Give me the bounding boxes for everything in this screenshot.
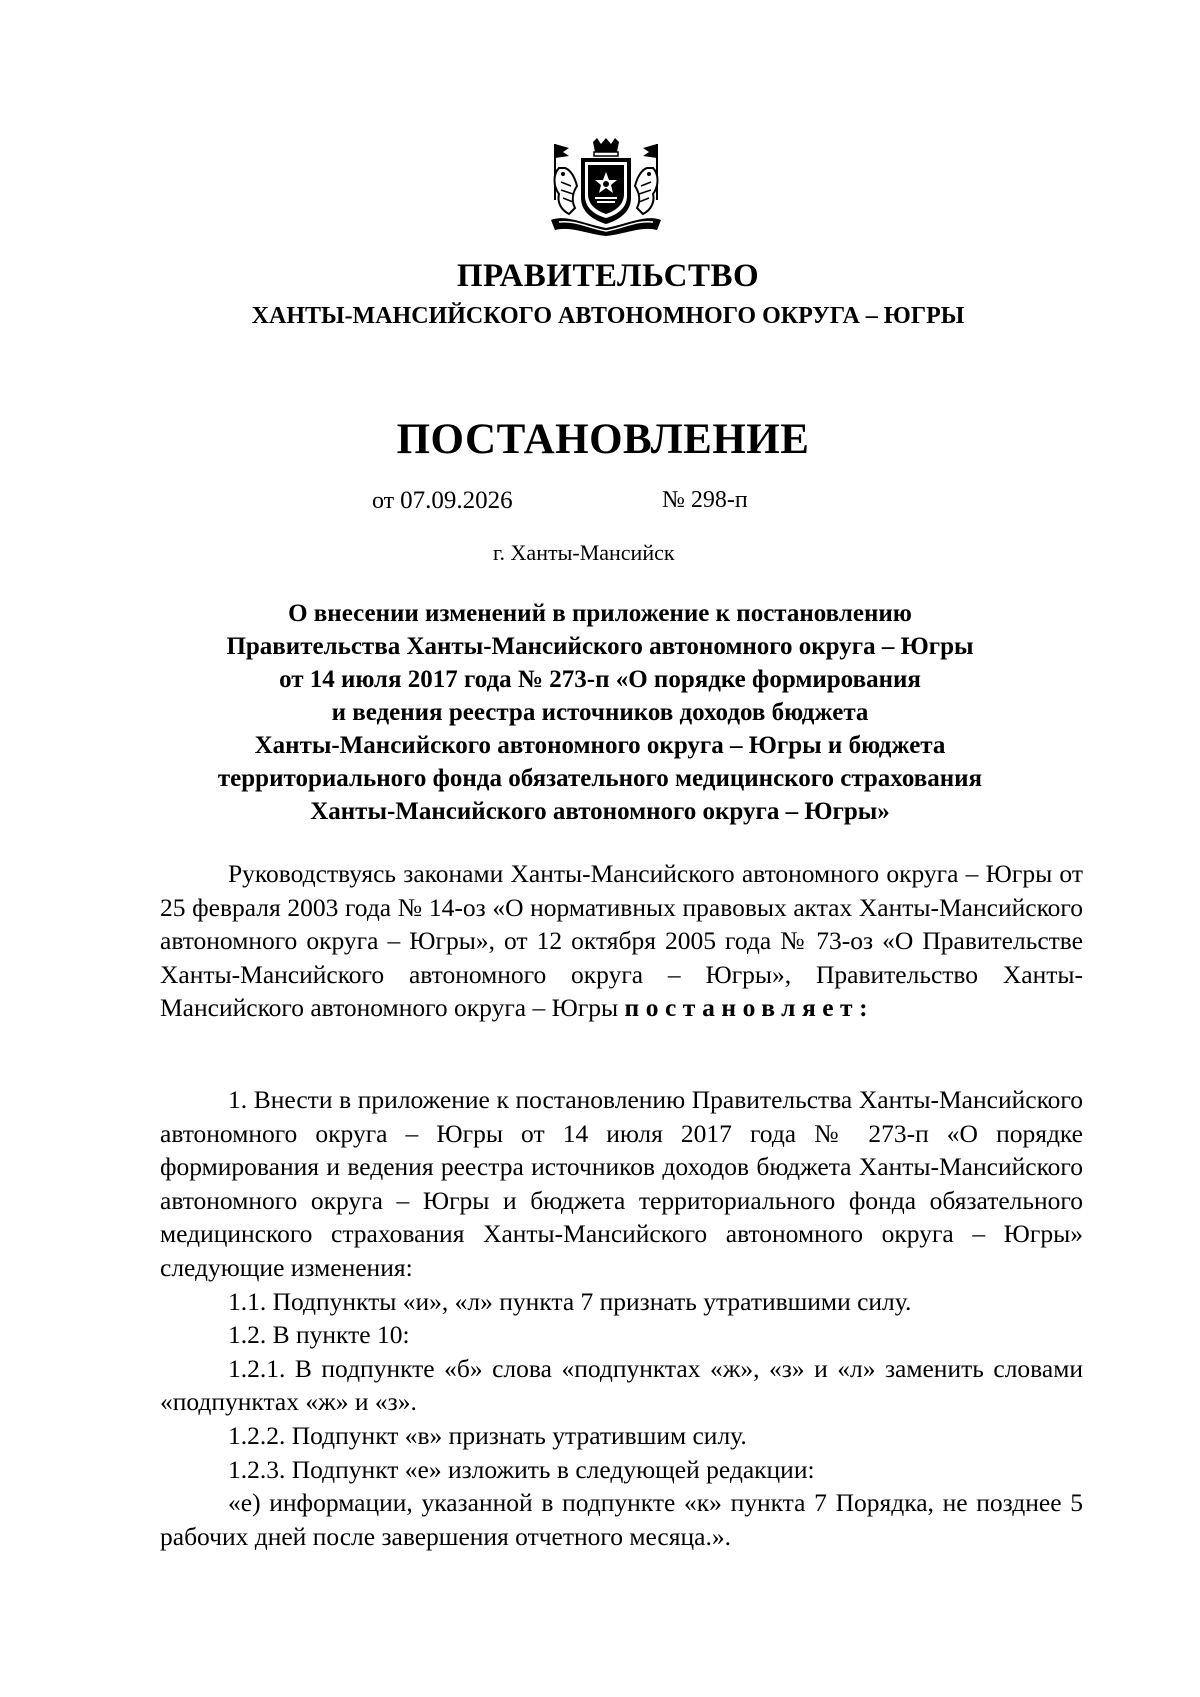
title-line: Ханты-Мансийского автономного округа – Югры и бюджета <box>254 732 946 759</box>
org-subtitle: ХАНТЫ-МАНСИЙСКОГО АВТОНОМНОГО ОКРУГА – ЮГРЫ <box>251 303 965 329</box>
document-date <box>372 487 513 515</box>
item-1-2: 1.2. В пункте 10: <box>228 1320 410 1350</box>
item-1-2-1: 1.2.1. В подпункте «б» слова «подпунктах «ж», «з» и «л» заменить словами «подпунктах «ж» и «з». <box>160 1353 1083 1417</box>
item-1-2-2: 1.2.2. Подпункт «в» признать утратившим силу. <box>228 1420 747 1450</box>
document-number: № 298-п <box>662 487 748 513</box>
document-city: г. Ханты-Мансийск <box>493 540 675 565</box>
title-line: О внесении изменений в приложение к постановлению <box>288 600 912 627</box>
preamble-text: Руководствуясь законами Ханты-Мансийского автономного округа – Югры от 25 февраля 2003 года № 14-оз «О нормативных правовых актах Ханты-Мансийского автономного округа – Югры», от 12 октября 2005 года № 73-оз «О Правительстве Ханты-Мансийского автономного округа – Югры», Правительство Ханты-Мансийского автономного округа – Югры <box>160 859 1083 1023</box>
document-title <box>160 597 1040 828</box>
title-line: от 14 июля 2017 года № 273-п «О порядке формирования <box>279 666 921 693</box>
title-line: Правительства Ханты-Мансийского автономного округа – Югры <box>226 633 974 660</box>
amendment-items <box>160 1083 1083 1553</box>
item-new-wording: «е) информации, указанной в подпункте «к» пункта 7 Порядка, не позднее 5 рабочих дней после завершения отчетного месяца.». <box>160 1488 1083 1551</box>
preamble-paragraph <box>160 857 1083 1025</box>
date-prefix: от <box>372 488 395 514</box>
org-title: ПРАВИТЕЛЬСТВО <box>456 258 760 294</box>
item-1-2-3: 1.2.3. Подпункт «е» изложить в следующей редакции: <box>228 1454 815 1484</box>
title-line: Ханты-Мансийского автономного округа – Югры» <box>310 798 890 825</box>
document-type: ПОСТАНОВЛЕНИЕ <box>396 416 810 463</box>
title-line: территориального фонда обязательного медицинского страхования <box>217 765 983 792</box>
date-value: 07.09.2026 <box>400 487 513 514</box>
khmao-coat-of-arms-icon <box>545 138 667 238</box>
item-1-1: 1.1. Подпункты «и», «л» пункта 7 признать утратившими силу. <box>228 1286 912 1316</box>
preamble <box>160 857 1083 1025</box>
title-line: и ведения реестра источников доходов бюджета <box>331 699 869 726</box>
decides-keyword: постановляет: <box>624 993 875 1023</box>
item-1: 1. Внести в приложение к постановлению Правительства Ханты-Мансийского автономного округа – Югры от 14 июля 2017 года № 273-п «О порядке формирования и ведения реестра источников доходов бюджета Ханты-Мансийского автономного округа – Югры и бюджета территориального фонда обязательного медицинского страхования Ханты-Мансийского автономного округа – Югры» следующие изменения: <box>160 1085 1083 1282</box>
